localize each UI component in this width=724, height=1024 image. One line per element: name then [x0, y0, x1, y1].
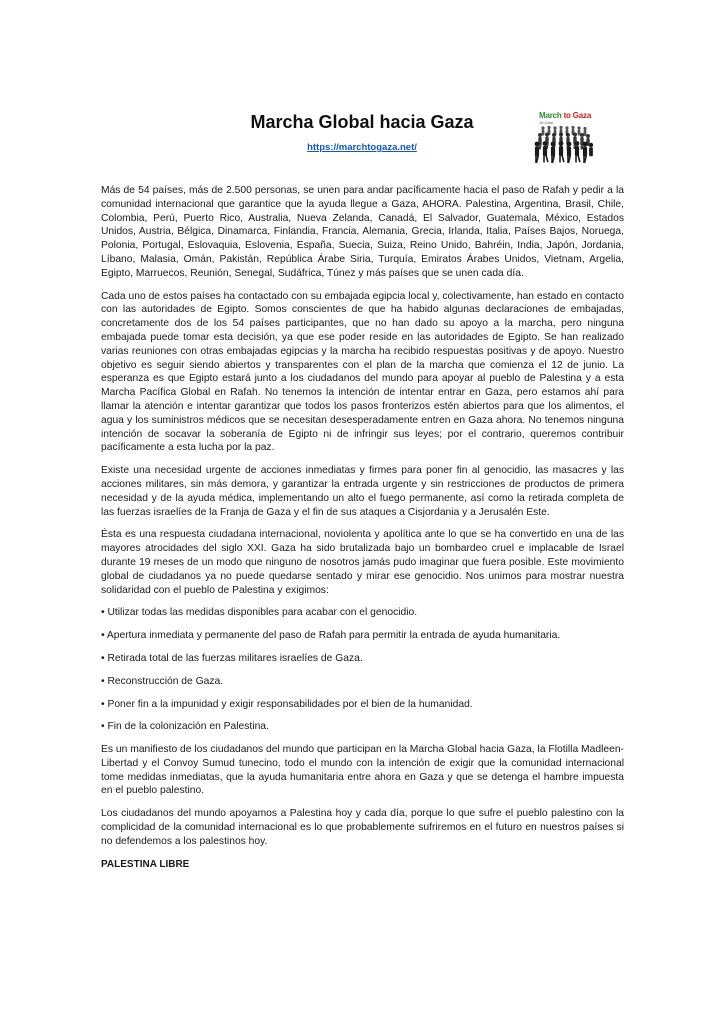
website-link[interactable]: https://marchtogaza.net/: [307, 142, 417, 153]
document-body: [101, 184, 624, 880]
paragraph-solidarity: Los ciudadanos del mundo apoyamos a Palestina hoy y cada día, porque lo que sufre el pueblo palestino con la complicidad de la comunidad internacional es lo que probablemente sufriremos en el futuro en nuestros países si no defendemos a los palestinos hoy.: [101, 808, 624, 847]
logo-date: 15 June: [539, 120, 554, 125]
document-title: Marcha Global hacia Gaza: [250, 112, 474, 132]
closing-signature: PALESTINA LIBRE: [101, 858, 190, 870]
demand-item: • Poner fin a la impunidad y exigir responsabilidades por el bien de la humanidad.: [101, 698, 473, 710]
paragraph-manifesto: Es un manifiesto de los ciudadanos del mundo que participan en la Marcha Global hacia Gaza, la Flotilla Madleen-Libertad y el Convoy Sumud tunecino, todo el mundo con la intención de exigir que la comunidad internacional tome medidas inmediatas, que la ayuda humanitaria entre ahora en Gaza y que se detenga el hambre impuesta en el pueblo palestino.: [101, 744, 624, 797]
paragraph-response: Ésta es una respuesta ciudadana internacional, noviolenta y apolítica ante lo que se ha convertido en una de las mayores atrocidades del siglo XXI. Gaza ha sido brutalizada bajo un bombardeo cruel e implacable de Israel durante 19 meses de un modo que ninguno de nosotros jamás pudo imaginar que fuera posible. Este movimiento global de ciudadanos ya no puede quedarse sentado y mirar ese genocidio. Nos unimos para mostrar nuestra solidaridad con el pueblo de Palestina y exigimos:: [101, 529, 624, 596]
demand-item: • Reconstrucción de Gaza.: [101, 675, 224, 687]
paragraph-urgency: Existe una necesidad urgente de acciones inmediatas y firmes para poner fin al genocidio, las masacres y las acciones militares, sin más demora, y garantizar la entrada urgente y sin restricciones de productos de primera necesidad y de la ayuda médica, implementando un alto el fuego permanente, así como la retirada completa de las fuerzas israelíes de la Franja de Gaza y el fin de sus ataques a Cisjordania y a Jerusalén Este.: [101, 465, 624, 518]
logo-word-march: March: [539, 111, 564, 120]
demand-item: • Retirada total de las fuerzas militares israelíes de Gaza.: [101, 652, 363, 664]
logo-word-to-gaza: to Gaza: [563, 111, 592, 120]
marching-crowd-icon: [531, 108, 595, 170]
paragraph-embassies: Cada uno de estos países ha contactado con su embajada egipcia local y, colectivamente, han estado en contacto con las autoridades de Egipto. Somos conscientes de que ha habido algunas declaraciones de embajadas, concretamente dos de los 54 países participantes, que no han dado su apoyo a la marcha, pero ninguna embajada puede tomar esta decisión, ya que ese poder reside en las autoridades de Egipto. Se han realizado varias reuniones con otras embajadas egipcias y la marcha ha recibido respuestas positivas y de apoyo. Nuestro objetivo es seguir siendo abiertos y transparentes con el plan de la marcha que comienza el 12 de junio. La esperanza es que Egipto estará junto a los ciudadanos del mundo para apoyar al pueblo de Palestina y a esta Marcha Pacífica Global en Rafah. No tenemos la intención de intentar entrar en Gaza, pero estamos ahí para llamar la atención e intentar garantizar que todos los pasos fronterizos estén abiertos para que los alimentos, el agua y los suministros médicos que se necesitan desesperadamente entren en Gaza ahora. No tenemos ninguna intención de socavar la soberanía de Egipto ni de infringir sus leyes; por el contrario, queremos contribuir pacíficamente a esta lucha por la paz.: [101, 290, 624, 454]
paragraph-participants: Más de 54 países, más de 2.500 personas, se unen para andar pacíficamente hacia el paso de Rafah y pedir a la comunidad internacional que garantice que la ayuda llegue a Gaza, AHORA. Palestina, Argentina, Brasil, Chile, Colombia, Perú, Puerto Rico, Australia, Nueva Zelanda, Canadá, El Salvador, Guatemala, México, Estados Unidos, Austria, Bélgica, Dinamarca, Finlandia, Francia, Alemania, Grecia, Irlanda, Italia, Países Bajos, Noruega, Polonia, Portugal, Eslovaquia, Eslovenia, España, Suecia, Suiza, Reino Unido, Bahréin, India, Japón, Jordania, Líbano, Malasia, Omán, Pakistán, República Árabe Siria, Turquía, Emiratos Árabes Unidos, Vietnam, Argelia, Egipto, Marruecos, Reunión, Senegal, Sudáfrica, Túnez y más países que se unen cada día.: [101, 185, 624, 279]
demand-item: • Utilizar todas las medidas disponibles para acabar con el genocidio.: [101, 607, 418, 619]
march-to-gaza-logo: [531, 108, 595, 170]
demand-item: • Apertura inmediata y permanente del paso de Rafah para permitir la entrada de ayuda humanitaria.: [101, 630, 561, 642]
demand-item: • Fin de la colonización en Palestina.: [101, 721, 269, 733]
